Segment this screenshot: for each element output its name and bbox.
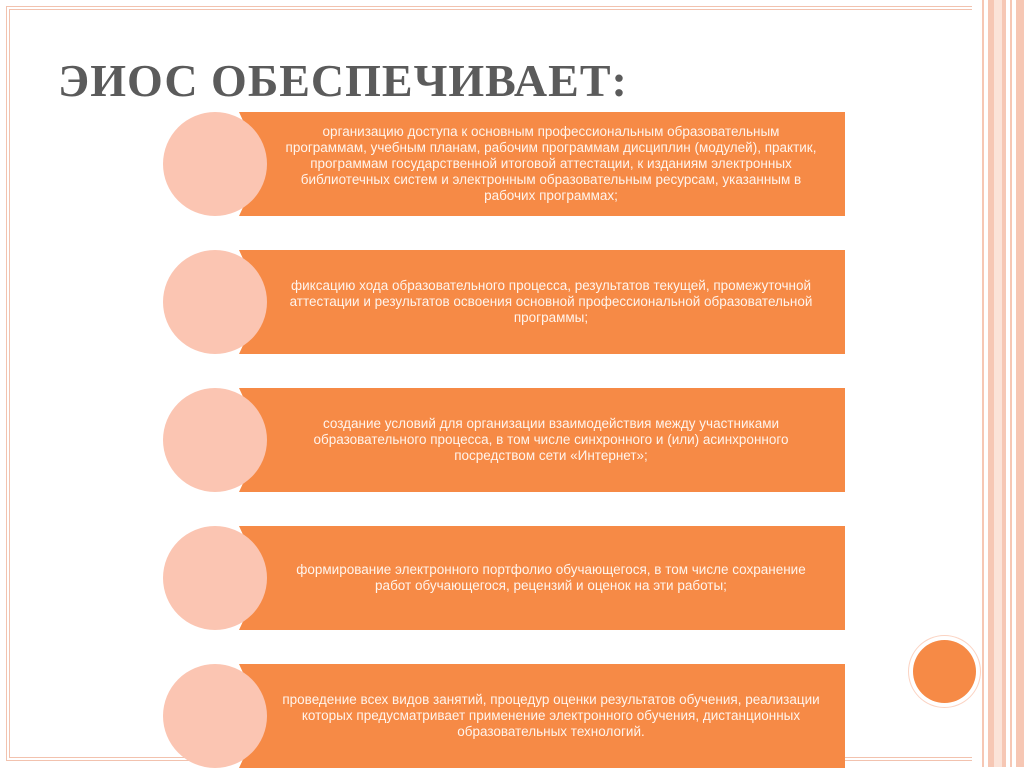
item-text: фиксацию хода образовательного процесса, результатов текущей, промежуточной аттестации и результатов освоения основной профессиональной образовательной программы; [289, 278, 813, 325]
decorative-circle [913, 640, 976, 703]
item-text: создание условий для организации взаимодействия между участниками образовательного процесса, в том числе синхронного и (или) асинхронного посредством сети «Интернет»; [313, 416, 789, 463]
bullet-circle [163, 388, 267, 492]
list-item [163, 526, 845, 630]
item-text: организацию доступа к основным профессиональным образовательным программам, учебным планам, рабочим программам дисциплин (модулей), практик, программам государственной итоговой аттестации, к изданиям электронных библиотечных систем и электронным образовательным ресурсам, указанным в рабочих программах; [285, 124, 817, 203]
list-item [163, 250, 845, 354]
item-text: проведение всех видов занятий, процедур оценки результатов обучения, реализации которых предусматривает применение электронного обучения, дистанционных образовательных технологий. [282, 692, 820, 739]
list-item [163, 388, 845, 492]
bullet-circle [163, 664, 267, 768]
item-bar [239, 250, 845, 354]
list-item [163, 112, 845, 216]
bullet-circle [163, 250, 267, 354]
item-bar [239, 112, 845, 216]
bullet-circle [163, 526, 267, 630]
slide-title: ЭИОС ОБЕСПЕЧИВАЕТ: [58, 55, 628, 106]
item-text: формирование электронного портфолио обучающегося, в том числе сохранение работ обучающегося, рецензий и оценок на эти работы; [296, 562, 806, 593]
item-bar [239, 388, 845, 492]
bullet-circle [163, 112, 267, 216]
item-bar [239, 526, 845, 630]
decorative-stripes [972, 0, 1024, 767]
item-bar [239, 664, 845, 768]
list-item [163, 664, 845, 768]
